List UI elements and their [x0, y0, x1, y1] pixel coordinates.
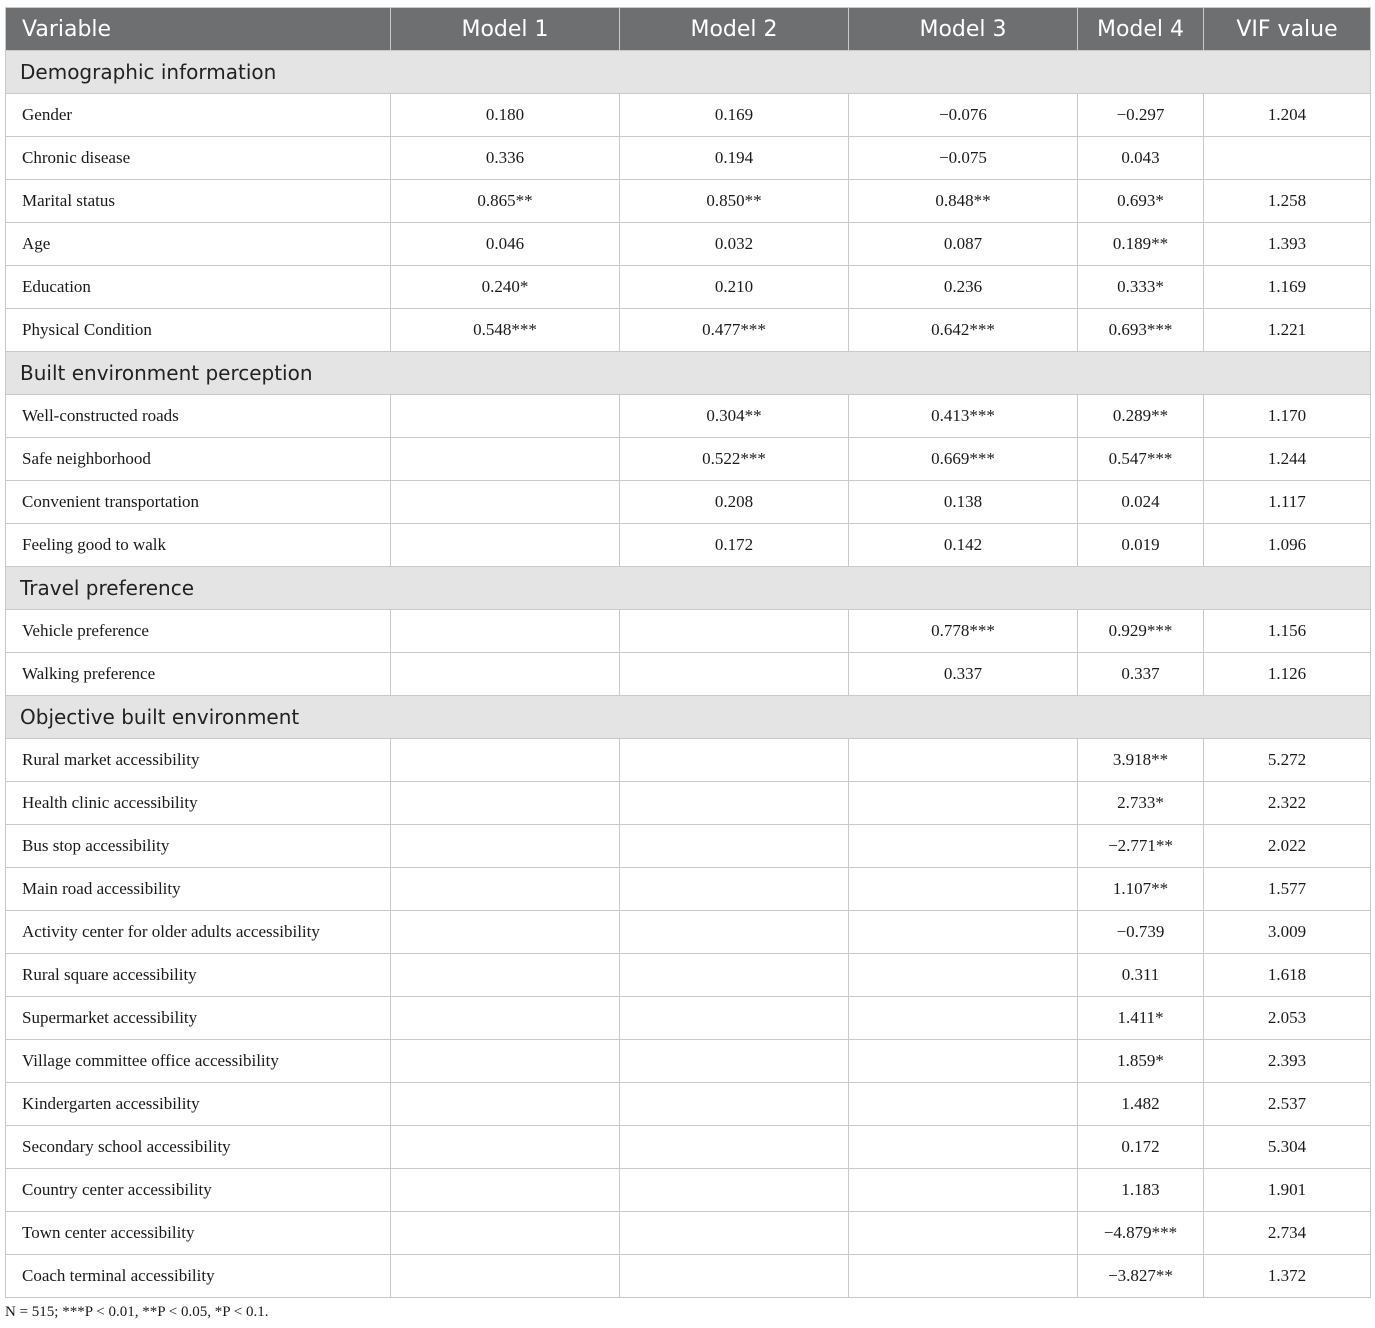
model-1-cell	[391, 1255, 620, 1298]
model-3-cell: 0.848**	[849, 180, 1078, 223]
variable-cell: Age	[6, 223, 391, 266]
table-row	[6, 1255, 1371, 1298]
table-row	[6, 395, 1371, 438]
vif-cell: 2.022	[1204, 825, 1371, 868]
variable-cell: Main road accessibility	[6, 868, 391, 911]
model-1-cell	[391, 610, 620, 653]
model-2-cell: 0.208	[620, 481, 849, 524]
header-model-1: Model 1	[391, 8, 620, 51]
table-row	[6, 266, 1371, 309]
section-row	[6, 51, 1371, 94]
model-4-cell: −3.827**	[1078, 1255, 1204, 1298]
model-2-cell	[620, 1083, 849, 1126]
variable-cell: Secondary school accessibility	[6, 1126, 391, 1169]
variable-cell: Feeling good to walk	[6, 524, 391, 567]
model-4-cell: 3.918**	[1078, 739, 1204, 782]
model-3-cell	[849, 1083, 1078, 1126]
header-row	[6, 8, 1371, 51]
model-1-cell	[391, 954, 620, 997]
model-3-cell: 0.337	[849, 653, 1078, 696]
vif-cell	[1204, 137, 1371, 180]
model-4-cell: 0.024	[1078, 481, 1204, 524]
model-3-cell: 0.087	[849, 223, 1078, 266]
model-3-cell: 0.642***	[849, 309, 1078, 352]
model-1-cell	[391, 524, 620, 567]
model-4-cell: 1.411*	[1078, 997, 1204, 1040]
vif-cell: 1.170	[1204, 395, 1371, 438]
variable-cell: Health clinic accessibility	[6, 782, 391, 825]
model-1-cell	[391, 1212, 620, 1255]
table-row	[6, 309, 1371, 352]
table-row	[6, 868, 1371, 911]
table-row	[6, 954, 1371, 997]
model-3-cell: 0.778***	[849, 610, 1078, 653]
model-4-cell: 1.482	[1078, 1083, 1204, 1126]
header-variable: Variable	[6, 8, 391, 51]
header-model-2: Model 2	[620, 8, 849, 51]
model-2-cell: 0.522***	[620, 438, 849, 481]
vif-cell: 2.734	[1204, 1212, 1371, 1255]
model-4-cell: −0.739	[1078, 911, 1204, 954]
section-title: Built environment perception	[6, 352, 1371, 395]
variable-cell: Village committee office accessibility	[6, 1040, 391, 1083]
variable-cell: Town center accessibility	[6, 1212, 391, 1255]
section-title: Demographic information	[6, 51, 1371, 94]
vif-cell: 1.393	[1204, 223, 1371, 266]
table-body	[6, 51, 1371, 1298]
model-2-cell	[620, 653, 849, 696]
model-4-cell: 0.337	[1078, 653, 1204, 696]
model-1-cell	[391, 825, 620, 868]
model-4-cell: 0.019	[1078, 524, 1204, 567]
model-3-cell	[849, 1255, 1078, 1298]
model-4-cell: 0.333*	[1078, 266, 1204, 309]
table-row	[6, 1169, 1371, 1212]
model-4-cell: 0.289**	[1078, 395, 1204, 438]
model-2-cell	[620, 954, 849, 997]
model-3-cell	[849, 782, 1078, 825]
model-3-cell	[849, 1169, 1078, 1212]
section-row	[6, 352, 1371, 395]
vif-cell: 1.244	[1204, 438, 1371, 481]
model-2-cell	[620, 825, 849, 868]
model-4-cell: 0.547***	[1078, 438, 1204, 481]
model-4-cell: 1.859*	[1078, 1040, 1204, 1083]
model-1-cell: 0.865**	[391, 180, 620, 223]
table-row	[6, 137, 1371, 180]
model-1-cell	[391, 1040, 620, 1083]
model-3-cell: 0.138	[849, 481, 1078, 524]
model-2-cell	[620, 1169, 849, 1212]
model-3-cell: 0.142	[849, 524, 1078, 567]
section-title: Objective built environment	[6, 696, 1371, 739]
vif-cell: 1.204	[1204, 94, 1371, 137]
model-1-cell	[391, 1169, 620, 1212]
table-row	[6, 739, 1371, 782]
model-4-cell: 0.311	[1078, 954, 1204, 997]
model-4-cell: 0.693*	[1078, 180, 1204, 223]
table-row	[6, 1212, 1371, 1255]
variable-cell: Education	[6, 266, 391, 309]
model-1-cell	[391, 438, 620, 481]
vif-cell: 1.169	[1204, 266, 1371, 309]
vif-cell: 1.618	[1204, 954, 1371, 997]
section-title: Travel preference	[6, 567, 1371, 610]
variable-cell: Rural market accessibility	[6, 739, 391, 782]
model-2-cell: 0.032	[620, 223, 849, 266]
regression-table	[5, 7, 1371, 1298]
model-3-cell: 0.413***	[849, 395, 1078, 438]
vif-cell: 1.901	[1204, 1169, 1371, 1212]
model-2-cell: 0.194	[620, 137, 849, 180]
model-4-cell: 0.929***	[1078, 610, 1204, 653]
model-2-cell	[620, 1126, 849, 1169]
variable-cell: Physical Condition	[6, 309, 391, 352]
table-row	[6, 825, 1371, 868]
model-1-cell	[391, 653, 620, 696]
model-1-cell	[391, 481, 620, 524]
table-row	[6, 997, 1371, 1040]
variable-cell: Kindergarten accessibility	[6, 1083, 391, 1126]
model-1-cell: 0.180	[391, 94, 620, 137]
model-4-cell: −2.771**	[1078, 825, 1204, 868]
vif-cell: 1.096	[1204, 524, 1371, 567]
table-row	[6, 610, 1371, 653]
model-2-cell	[620, 1255, 849, 1298]
header-model-4: Model 4	[1078, 8, 1204, 51]
model-1-cell: 0.046	[391, 223, 620, 266]
model-1-cell	[391, 1083, 620, 1126]
variable-cell: Activity center for older adults accessibility	[6, 911, 391, 954]
table-row	[6, 180, 1371, 223]
header-vif: VIF value	[1204, 8, 1371, 51]
model-1-cell	[391, 997, 620, 1040]
section-row	[6, 567, 1371, 610]
model-1-cell	[391, 1126, 620, 1169]
model-4-cell: 2.733*	[1078, 782, 1204, 825]
model-1-cell	[391, 782, 620, 825]
vif-cell: 2.053	[1204, 997, 1371, 1040]
table-row	[6, 782, 1371, 825]
model-4-cell: −0.297	[1078, 94, 1204, 137]
model-4-cell: 0.172	[1078, 1126, 1204, 1169]
model-1-cell: 0.336	[391, 137, 620, 180]
model-2-cell	[620, 868, 849, 911]
model-3-cell: −0.075	[849, 137, 1078, 180]
variable-cell: Supermarket accessibility	[6, 997, 391, 1040]
model-3-cell	[849, 954, 1078, 997]
model-3-cell	[849, 1212, 1078, 1255]
model-1-cell: 0.240*	[391, 266, 620, 309]
model-3-cell	[849, 997, 1078, 1040]
model-2-cell	[620, 610, 849, 653]
table-footnote: N = 515; ***P < 0.01, **P < 0.05, *P < 0.1.	[5, 1304, 269, 1320]
model-3-cell: 0.669***	[849, 438, 1078, 481]
section-row	[6, 696, 1371, 739]
model-2-cell: 0.169	[620, 94, 849, 137]
model-2-cell: 0.477***	[620, 309, 849, 352]
model-2-cell: 0.210	[620, 266, 849, 309]
model-3-cell	[849, 868, 1078, 911]
model-4-cell: 0.693***	[1078, 309, 1204, 352]
model-4-cell: −4.879***	[1078, 1212, 1204, 1255]
model-3-cell	[849, 911, 1078, 954]
model-1-cell	[391, 911, 620, 954]
model-2-cell	[620, 997, 849, 1040]
vif-cell: 1.221	[1204, 309, 1371, 352]
table-row	[6, 1083, 1371, 1126]
variable-cell: Walking preference	[6, 653, 391, 696]
variable-cell: Marital status	[6, 180, 391, 223]
model-3-cell	[849, 1040, 1078, 1083]
table-row	[6, 1126, 1371, 1169]
variable-cell: Gender	[6, 94, 391, 137]
model-3-cell: −0.076	[849, 94, 1078, 137]
vif-cell: 1.126	[1204, 653, 1371, 696]
vif-cell: 3.009	[1204, 911, 1371, 954]
variable-cell: Bus stop accessibility	[6, 825, 391, 868]
variable-cell: Rural square accessibility	[6, 954, 391, 997]
model-3-cell	[849, 1126, 1078, 1169]
model-2-cell: 0.172	[620, 524, 849, 567]
vif-cell: 1.372	[1204, 1255, 1371, 1298]
model-3-cell: 0.236	[849, 266, 1078, 309]
variable-cell: Country center accessibility	[6, 1169, 391, 1212]
vif-cell: 2.393	[1204, 1040, 1371, 1083]
model-2-cell	[620, 911, 849, 954]
model-2-cell: 0.304**	[620, 395, 849, 438]
table-row	[6, 438, 1371, 481]
table-row	[6, 94, 1371, 137]
model-4-cell: 0.043	[1078, 137, 1204, 180]
variable-cell: Safe neighborhood	[6, 438, 391, 481]
model-2-cell	[620, 1212, 849, 1255]
model-3-cell	[849, 825, 1078, 868]
table-row	[6, 481, 1371, 524]
variable-cell: Coach terminal accessibility	[6, 1255, 391, 1298]
model-1-cell	[391, 739, 620, 782]
table-row	[6, 653, 1371, 696]
table-row	[6, 911, 1371, 954]
vif-cell: 1.156	[1204, 610, 1371, 653]
vif-cell: 5.272	[1204, 739, 1371, 782]
model-4-cell: 1.107**	[1078, 868, 1204, 911]
variable-cell: Convenient transportation	[6, 481, 391, 524]
variable-cell: Well-constructed roads	[6, 395, 391, 438]
vif-cell: 2.537	[1204, 1083, 1371, 1126]
table-row	[6, 524, 1371, 567]
model-2-cell	[620, 1040, 849, 1083]
model-2-cell: 0.850**	[620, 180, 849, 223]
vif-cell: 1.577	[1204, 868, 1371, 911]
model-2-cell	[620, 782, 849, 825]
model-2-cell	[620, 739, 849, 782]
variable-cell: Vehicle preference	[6, 610, 391, 653]
model-3-cell	[849, 739, 1078, 782]
model-4-cell: 0.189**	[1078, 223, 1204, 266]
vif-cell: 1.117	[1204, 481, 1371, 524]
vif-cell: 1.258	[1204, 180, 1371, 223]
model-1-cell: 0.548***	[391, 309, 620, 352]
variable-cell: Chronic disease	[6, 137, 391, 180]
table-row	[6, 223, 1371, 266]
header-model-3: Model 3	[849, 8, 1078, 51]
model-1-cell	[391, 868, 620, 911]
model-4-cell: 1.183	[1078, 1169, 1204, 1212]
vif-cell: 5.304	[1204, 1126, 1371, 1169]
model-1-cell	[391, 395, 620, 438]
table-row	[6, 1040, 1371, 1083]
vif-cell: 2.322	[1204, 782, 1371, 825]
